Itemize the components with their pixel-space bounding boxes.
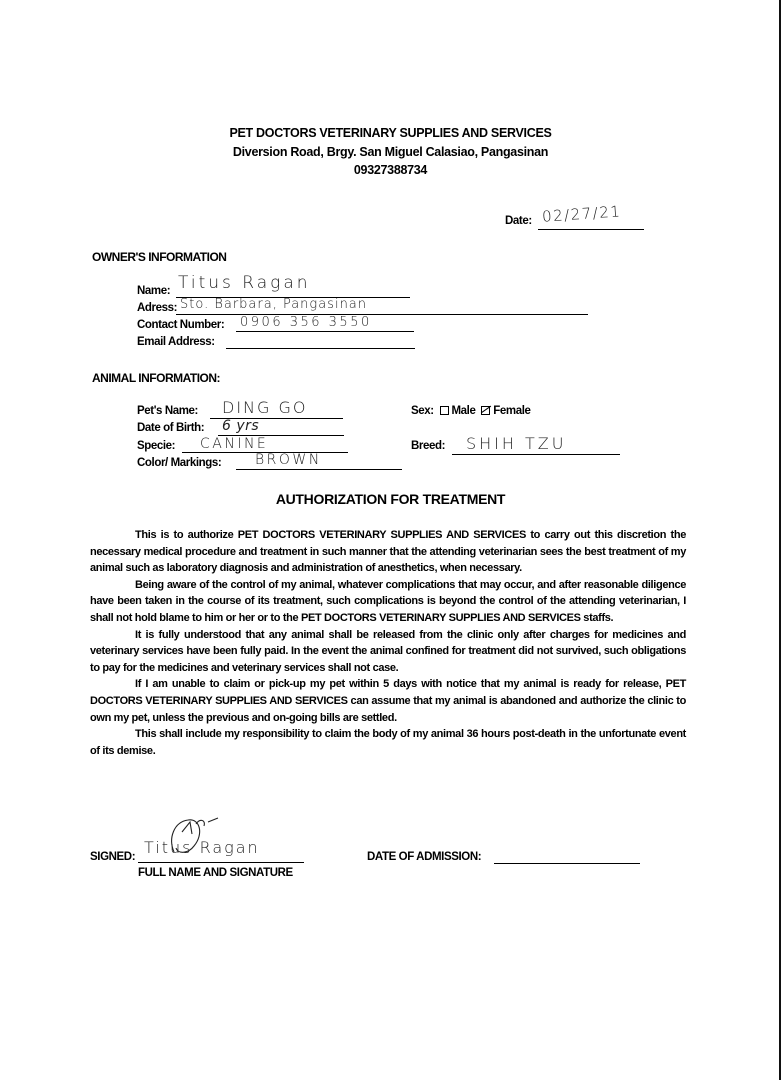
- specie-label: Specie:: [137, 440, 176, 452]
- breed-label: Breed:: [411, 440, 446, 452]
- sex-label: Sex:: [411, 405, 434, 417]
- signature-line: [138, 862, 304, 863]
- sex-female-label: Female: [493, 405, 531, 417]
- sex-male-checkbox[interactable]: [440, 406, 449, 415]
- color-markings-label: Color/ Markings:: [137, 457, 222, 469]
- pet-name-label: Pet's Name:: [137, 405, 198, 417]
- owner-address-label: Adress:: [137, 302, 178, 314]
- sex-male-label: Male: [451, 405, 476, 417]
- authorization-paragraph: This is to authorize PET DOCTORS VETERINARY SUPPLIES AND SERVICES to carry out this discretion the necessary medical procedure and treatment in such manner that the attending veterinarian sees the best treatment of my animal such as laboratory diagnosis and administration of anesthetics, when necessary.: [90, 529, 686, 575]
- contact-number-line: [236, 331, 414, 332]
- specie-value[interactable]: CANINE: [200, 436, 269, 452]
- animal-section-title: ANIMAL INFORMATION:: [92, 371, 221, 385]
- company-phone: 09327388734: [353, 163, 428, 177]
- company-address: Diversion Road, Brgy. San Miguel Calasiao, Pangasinan: [232, 145, 549, 159]
- signature-caption: FULL NAME AND SIGNATURE: [138, 867, 293, 879]
- owner-section-title: OWNER'S INFORMATION: [92, 250, 227, 264]
- contact-number-label: Contact Number:: [137, 319, 225, 331]
- company-name: PET DOCTORS VETERINARY SUPPLIES AND SERVICES: [229, 126, 552, 140]
- authorization-paragraph: If I am unable to claim or pick-up my pet within 5 days with notice that my animal is ready for release, PET DOCTORS VETERINARY SUPPLIES AND SERVICES can assume that my animal is abandoned and authorize the clinic to own my pet, unless the previous and on-going bills are settled.: [90, 678, 686, 724]
- authorization-paragraph: This shall include my responsibility to claim the body of my animal 36 hours post-death in the unfortunate event of its demise.: [90, 728, 686, 757]
- authorization-paragraph: It is fully understood that any animal shall be released from the clinic only after charges for medicines and veterinary services have been fully paid. In the event the animal confined for treatment did not survived, such obligations to pay for the medicines and veterinary services shall not case.: [90, 628, 686, 674]
- date-line: [538, 229, 644, 230]
- sex-female-checkbox[interactable]: [481, 406, 490, 415]
- email-address-label: Email Address:: [137, 336, 215, 348]
- owner-address-line: [176, 314, 588, 315]
- signed-label: SIGNED:: [90, 851, 136, 863]
- authorization-paragraph: Being aware of the control of my animal, whatever complications that may occur, and after reasonable diligence have been taken in the course of its treatment, such complications is beyond the control of the attending veterinarian, I shall not hold blame to him or her or to the PET DOCTORS VETERINARY SUPPLIES AND SERVICES staffs.: [90, 578, 686, 624]
- date-of-admission-label: DATE OF ADMISSION:: [367, 851, 482, 863]
- owner-address-value[interactable]: Sto. Barbara, Pangasinan: [180, 297, 368, 312]
- date-label: Date:: [505, 215, 532, 227]
- breed-value[interactable]: SHIH TZU: [466, 434, 567, 453]
- authorization-body: [90, 527, 686, 759]
- date-of-admission-line: [494, 863, 640, 864]
- contact-number-value[interactable]: 0906 356 3550: [240, 315, 372, 330]
- breed-line: [452, 454, 620, 455]
- owner-name-value[interactable]: Titus Ragan: [178, 273, 311, 293]
- email-address-line: [226, 348, 415, 349]
- owner-name-label: Name:: [137, 285, 171, 297]
- pet-name-value[interactable]: DING GO: [222, 398, 308, 417]
- color-markings-line: [236, 469, 402, 470]
- date-of-birth-label: Date of Birth:: [137, 422, 205, 434]
- date-of-birth-value[interactable]: 6 yrs: [222, 418, 260, 434]
- authorization-title: AUTHORIZATION FOR TREATMENT: [275, 491, 506, 507]
- sex-field: [411, 405, 531, 417]
- date-value[interactable]: 02/27/21: [541, 202, 622, 226]
- color-markings-value[interactable]: BROWN: [255, 452, 322, 468]
- signed-name-value[interactable]: Titus Ragan: [144, 838, 260, 857]
